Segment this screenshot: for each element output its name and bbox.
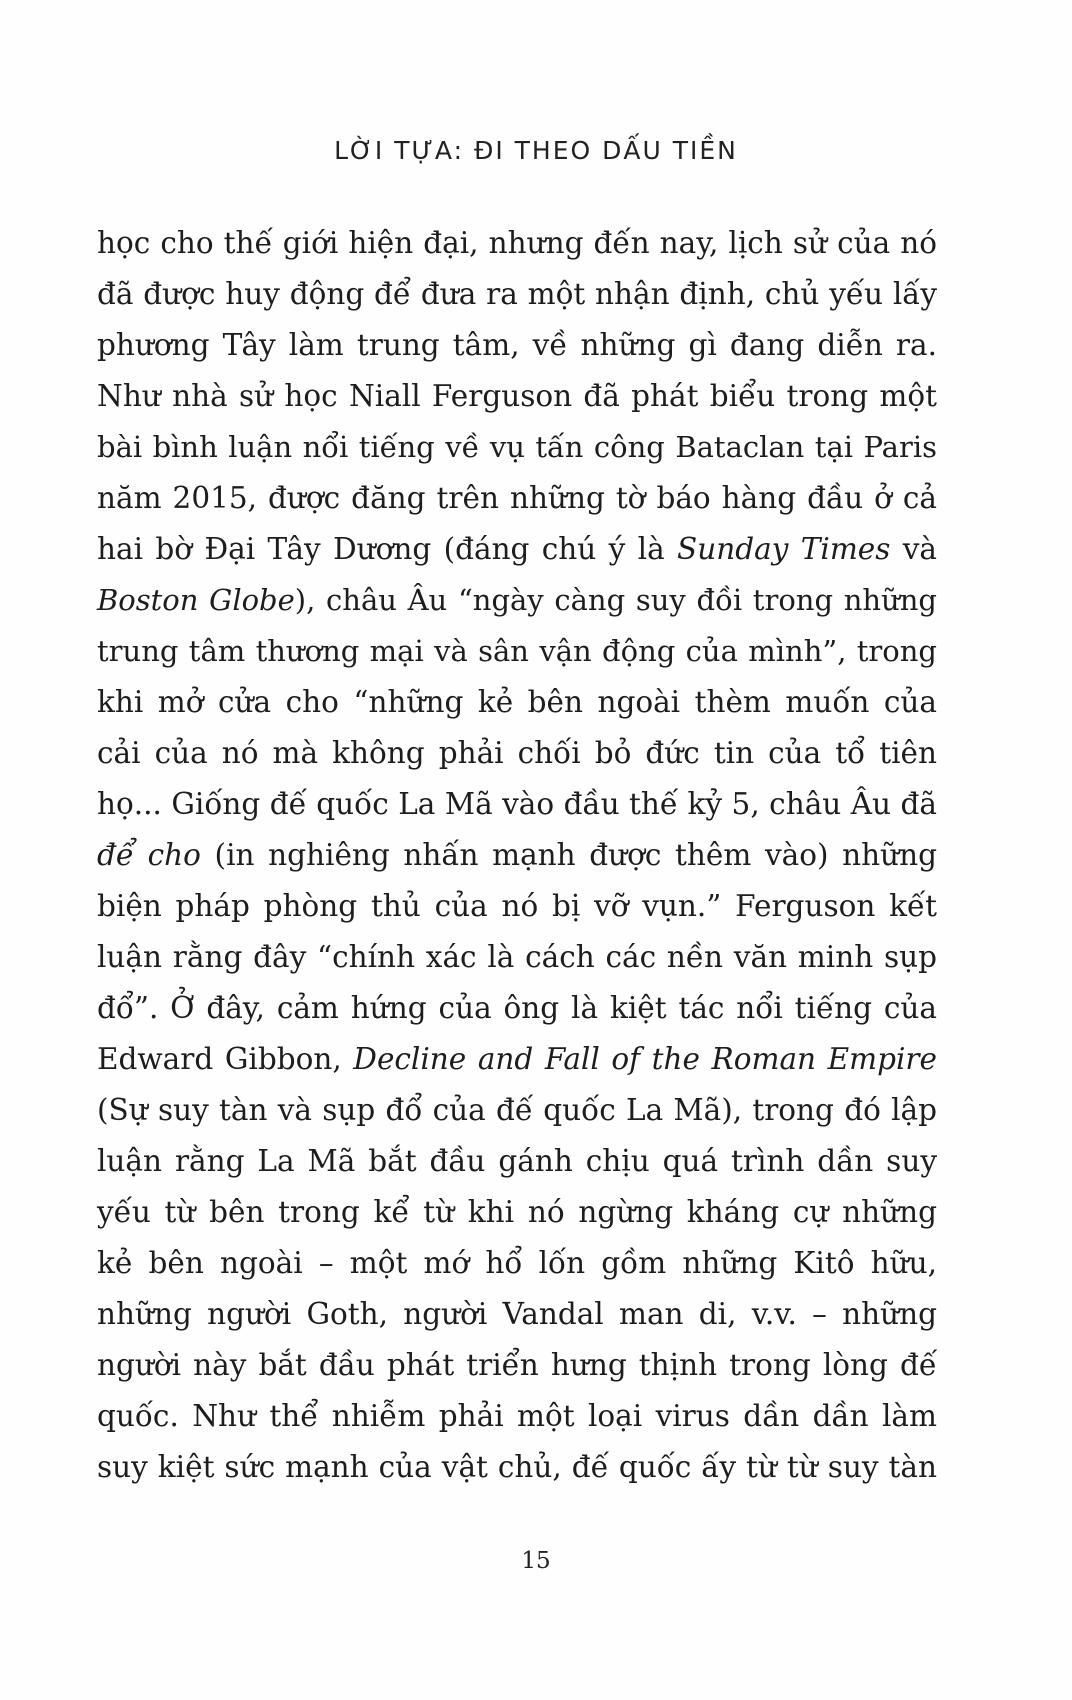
text-line (97, 1085, 937, 1136)
text-segment: biện pháp phòng thủ của nó bị vỡ vụn.” Ferguson kết (97, 889, 937, 923)
text-line (97, 626, 937, 677)
text-line (97, 881, 937, 932)
text-segment: luận rằng đây “chính xác là cách các nền văn minh sụp (97, 940, 937, 974)
text-line (97, 830, 937, 881)
text-line (97, 473, 937, 524)
text-line (97, 1442, 937, 1493)
text-segment: đã được huy động để đưa ra một nhận định, chủ yếu lấy (97, 277, 937, 311)
text-segment: người này bắt đầu phát triển hưng thịnh trong lòng đế (97, 1348, 937, 1382)
text-line (97, 1034, 937, 1085)
text-segment: (Sự suy tàn và sụp đổ của đế quốc La Mã), trong đó lập (97, 1093, 937, 1127)
text-line (97, 269, 937, 320)
text-segment: kẻ bên ngoài – một mớ hổ lốn gồm những Kitô hữu, (97, 1246, 937, 1280)
body-text (97, 218, 937, 1493)
page-number: 15 (521, 1548, 551, 1574)
text-line (97, 218, 937, 269)
text-line (97, 1238, 937, 1289)
text-line (97, 932, 937, 983)
text-line (97, 983, 937, 1034)
text-segment: trung tâm thương mại và sân vận động của mình”, trong (97, 634, 937, 668)
text-segment: bài bình luận nổi tiếng về vụ tấn công Bataclan tại Paris (97, 430, 937, 464)
text-segment: đổ”. Ở đây, cảm hứng của ông là kiệt tác nổi tiếng của (97, 991, 937, 1025)
text-segment: luận rằng La Mã bắt đầu gánh chịu quá trình dần suy (97, 1144, 937, 1178)
text-line (97, 320, 937, 371)
text-line (97, 1391, 937, 1442)
italic-text: để cho (97, 838, 201, 872)
italic-text: Sunday Times (677, 532, 891, 566)
text-segment: khi mở cửa cho “những kẻ bên ngoài thèm muốn của (97, 685, 937, 719)
text-line (97, 1136, 937, 1187)
text-segment: ), châu Âu “ngày càng suy đồi trong những (294, 583, 937, 617)
text-line (97, 1289, 937, 1340)
text-segment: năm 2015, được đăng trên những tờ báo hàng đầu ở cả (97, 481, 937, 515)
text-segment: những người Goth, người Vandal man di, v.v. – những (97, 1297, 937, 1331)
text-segment: Như nhà sử học Niall Ferguson đã phát biểu trong một (97, 379, 937, 413)
text-line (97, 422, 937, 473)
text-segment: học cho thế giới hiện đại, nhưng đến nay, lịch sử của nó (97, 226, 937, 260)
text-line (97, 1340, 937, 1391)
text-segment: (in nghiêng nhấn mạnh được thêm vào) những (200, 838, 937, 872)
italic-text: Decline and Fall of the Roman Empire (353, 1042, 937, 1076)
running-header: LỜI TỰA: ĐI THEO DẤU TIỀN (334, 136, 738, 165)
text-segment: suy kiệt sức mạnh của vật chủ, đế quốc ấy từ từ suy tàn (97, 1450, 937, 1484)
text-line (97, 779, 937, 830)
text-segment: quốc. Như thể nhiễm phải một loại virus dần dần làm (97, 1399, 937, 1433)
text-segment: và (890, 532, 938, 566)
text-segment: Edward Gibbon, (97, 1042, 354, 1076)
text-segment: phương Tây làm trung tâm, về những gì đang diễn ra. (97, 328, 937, 362)
text-line (97, 575, 937, 626)
text-line (97, 728, 937, 779)
italic-text: Boston Globe (97, 583, 295, 617)
text-line (97, 524, 937, 575)
text-segment: cải của nó mà không phải chối bỏ đức tin của tổ tiên (97, 736, 937, 770)
text-line (97, 677, 937, 728)
text-segment: hai bờ Đại Tây Dương (đáng chú ý là (97, 532, 678, 566)
text-segment: họ... Giống đế quốc La Mã vào đầu thế kỷ 5, châu Âu đã (97, 787, 937, 821)
text-line (97, 1187, 937, 1238)
text-segment: yếu từ bên trong kể từ khi nó ngừng kháng cự những (97, 1195, 937, 1229)
text-line (97, 371, 937, 422)
